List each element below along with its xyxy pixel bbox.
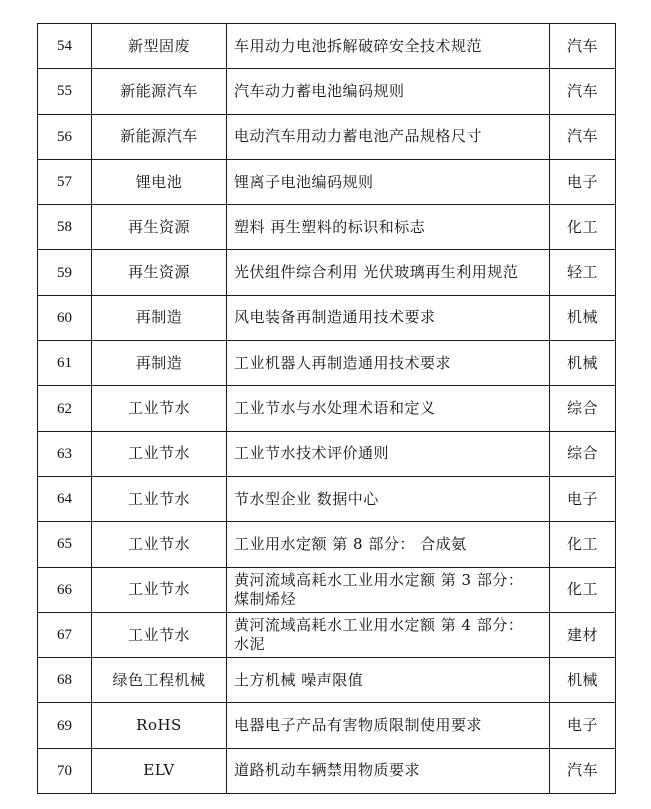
table-row [38, 567, 616, 612]
row-category: 工业节水 [127, 625, 190, 644]
row-number-cell [38, 250, 92, 295]
row-number: 69 [57, 717, 72, 734]
row-industry: 综合 [566, 399, 598, 418]
table-row [38, 295, 616, 340]
row-number-cell [38, 69, 92, 114]
row-category-cell [92, 386, 227, 431]
row-standard-name-cell [227, 612, 550, 657]
row-standard-name-cell [227, 159, 550, 204]
row-category: 绿色工程机械 [112, 670, 206, 689]
row-industry-cell [550, 476, 616, 521]
row-standard-name-cell [227, 703, 550, 748]
row-standard-name: 节水型企业 数据中心 [234, 489, 379, 508]
row-industry-cell [550, 748, 616, 793]
row-industry-cell [550, 386, 616, 431]
row-industry: 轻工 [566, 263, 598, 282]
row-number-cell [38, 476, 92, 521]
row-industry-cell [550, 567, 616, 612]
table-row [38, 612, 616, 657]
row-number-cell [38, 567, 92, 612]
row-standard-name-cell [227, 658, 550, 703]
row-number: 66 [57, 581, 72, 598]
row-industry: 汽车 [566, 81, 598, 100]
row-number: 65 [57, 536, 72, 553]
table-row [38, 205, 616, 250]
row-number-cell [38, 522, 92, 567]
row-industry: 化工 [566, 217, 598, 236]
table-row [38, 250, 616, 295]
row-number: 63 [57, 445, 72, 462]
row-industry-cell [550, 522, 616, 567]
row-industry-cell [550, 69, 616, 114]
row-category-cell [92, 703, 227, 748]
row-standard-name: 车用动力电池拆解破碎安全技术规范 [234, 36, 483, 55]
row-number: 61 [57, 355, 72, 372]
row-standard-name-cell [227, 341, 550, 386]
row-industry: 建材 [566, 625, 598, 644]
table-row [38, 114, 616, 159]
row-standard-name-cell [227, 250, 550, 295]
row-category-cell [92, 567, 227, 612]
row-number-cell [38, 114, 92, 159]
row-number: 55 [57, 83, 72, 100]
table-row [38, 476, 616, 521]
row-industry-cell [550, 250, 616, 295]
table-row [38, 159, 616, 204]
row-standard-name-cell [227, 24, 550, 69]
table-row [38, 703, 616, 748]
row-number-cell [38, 748, 92, 793]
row-number: 68 [57, 672, 72, 689]
row-category: 再制造 [135, 308, 183, 327]
row-industry: 汽车 [566, 127, 598, 146]
row-standard-name-cell [227, 386, 550, 431]
row-category-cell [92, 748, 227, 793]
row-standard-name: 风电装备再制造通用技术要求 [234, 308, 436, 327]
row-industry: 汽车 [566, 36, 598, 55]
row-number: 58 [57, 219, 72, 236]
row-industry-cell [550, 612, 616, 657]
row-number-cell [38, 658, 92, 703]
row-category-cell [92, 159, 227, 204]
row-industry: 电子 [566, 172, 598, 191]
row-category: RoHS [136, 716, 182, 735]
row-industry: 机械 [566, 670, 598, 689]
row-industry: 电子 [566, 489, 598, 508]
row-category-cell [92, 476, 227, 521]
row-industry-cell [550, 24, 616, 69]
row-industry-cell [550, 114, 616, 159]
row-number-cell [38, 205, 92, 250]
table-row [38, 431, 616, 476]
table-row [38, 522, 616, 567]
row-industry: 电子 [566, 716, 598, 735]
row-category: 新能源汽车 [120, 127, 198, 146]
row-standard-name: 黄河流域高耗水工业用水定额 第 4 部分： 水泥 [234, 616, 524, 653]
row-standard-name: 工业节水技术评价通则 [234, 444, 390, 463]
row-standard-name: 塑料 再生塑料的标识和标志 [234, 217, 426, 236]
row-standard-name-cell [227, 748, 550, 793]
table-row [38, 24, 616, 69]
row-category-cell [92, 612, 227, 657]
row-industry-cell [550, 295, 616, 340]
row-number-cell [38, 24, 92, 69]
row-industry-cell [550, 431, 616, 476]
row-number-cell [38, 386, 92, 431]
row-industry: 机械 [566, 353, 598, 372]
row-industry-cell [550, 159, 616, 204]
row-category: 新型固废 [127, 36, 190, 55]
row-industry: 化工 [566, 580, 598, 599]
row-industry: 化工 [566, 534, 598, 553]
row-standard-name-cell [227, 69, 550, 114]
row-standard-name: 汽车动力蓄电池编码规则 [234, 81, 405, 100]
row-standard-name: 光伏组件综合利用 光伏玻璃再生利用规范 [234, 263, 519, 282]
row-category-cell [92, 341, 227, 386]
row-standard-name: 工业用水定额 第 8 部分： 合成氨 [234, 534, 467, 553]
row-category: 工业节水 [127, 399, 190, 418]
row-category: 再生资源 [127, 217, 190, 236]
standards-table [37, 23, 616, 794]
row-number: 67 [57, 627, 72, 643]
row-standard-name: 黄河流域高耗水工业用水定额 第 3 部分： 煤制烯烃 [234, 570, 524, 608]
row-standard-name-cell [227, 567, 550, 612]
row-standard-name: 道路机动车辆禁用物质要求 [234, 761, 421, 780]
row-industry-cell [550, 341, 616, 386]
row-category: 工业节水 [127, 580, 190, 599]
row-category: 再制造 [135, 353, 183, 372]
row-number-cell [38, 703, 92, 748]
row-number: 54 [57, 38, 72, 55]
row-industry-cell [550, 703, 616, 748]
row-category-cell [92, 658, 227, 703]
row-number: 64 [57, 491, 72, 508]
table-row [38, 748, 616, 793]
row-standard-name: 电器电子产品有害物质限制使用要求 [234, 716, 483, 735]
row-number: 70 [57, 762, 72, 779]
row-industry: 综合 [566, 444, 598, 463]
row-standard-name-cell [227, 522, 550, 567]
row-category: 工业节水 [127, 444, 190, 463]
row-category: 锂电池 [135, 172, 183, 191]
row-category-cell [92, 250, 227, 295]
table-body [38, 24, 616, 794]
row-number-cell [38, 159, 92, 204]
row-standard-name: 锂离子电池编码规则 [234, 172, 374, 191]
row-standard-name-cell [227, 205, 550, 250]
row-category-cell [92, 522, 227, 567]
row-category-cell [92, 114, 227, 159]
table-row [38, 658, 616, 703]
row-number-cell [38, 431, 92, 476]
row-number: 57 [57, 174, 72, 191]
row-number: 60 [57, 309, 72, 326]
row-category: 工业节水 [127, 534, 190, 553]
row-industry-cell [550, 205, 616, 250]
row-category-cell [92, 24, 227, 69]
table-row [38, 341, 616, 386]
row-number-cell [38, 295, 92, 340]
row-number-cell [38, 341, 92, 386]
row-number: 59 [57, 264, 72, 281]
row-standard-name: 电动汽车用动力蓄电池产品规格尺寸 [234, 127, 483, 146]
row-industry-cell [550, 658, 616, 703]
row-category-cell [92, 431, 227, 476]
row-number-cell [38, 612, 92, 657]
row-industry: 汽车 [566, 761, 598, 780]
row-standard-name: 工业节水与水处理术语和定义 [234, 399, 436, 418]
row-standard-name-cell [227, 431, 550, 476]
table-row [38, 69, 616, 114]
row-standard-name-cell [227, 476, 550, 521]
row-category-cell [92, 205, 227, 250]
row-category-cell [92, 69, 227, 114]
row-category: 再生资源 [127, 263, 190, 282]
row-standard-name-cell [227, 114, 550, 159]
row-standard-name-cell [227, 295, 550, 340]
row-number: 56 [57, 128, 72, 145]
row-category: 新能源汽车 [120, 81, 198, 100]
row-standard-name: 土方机械 噪声限值 [234, 670, 364, 689]
row-category-cell [92, 295, 227, 340]
row-category: 工业节水 [127, 489, 190, 508]
row-number: 62 [57, 400, 72, 417]
row-category: ELV [143, 761, 175, 780]
row-industry: 机械 [566, 308, 598, 327]
table-row [38, 386, 616, 431]
row-standard-name: 工业机器人再制造通用技术要求 [234, 353, 452, 372]
